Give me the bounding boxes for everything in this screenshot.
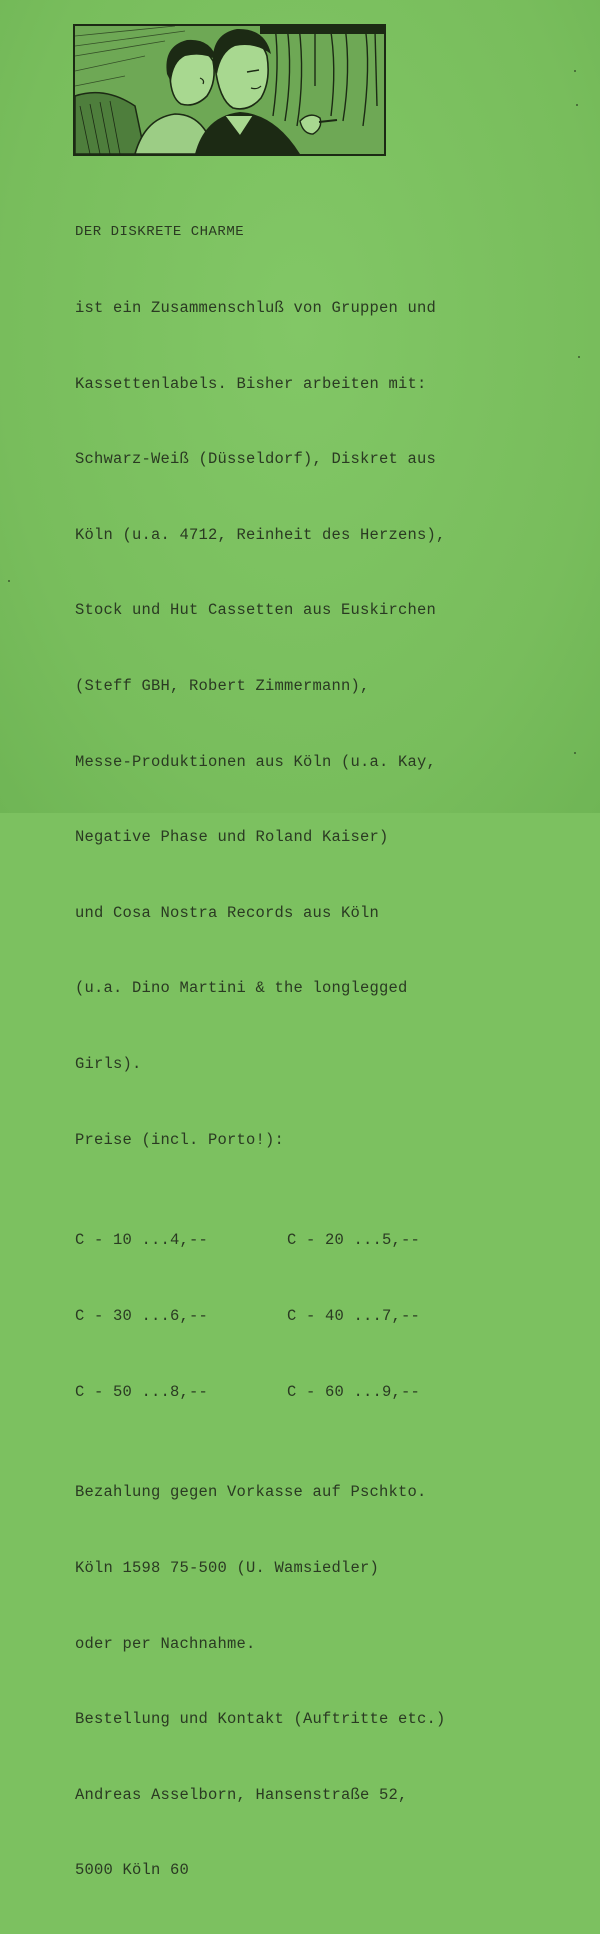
text-line: (Steff GBH, Robert Zimmermann), bbox=[75, 676, 370, 695]
text-line: Schwarz-Weiß (Düsseldorf), Diskret aus bbox=[75, 450, 437, 469]
paper-speck bbox=[8, 580, 10, 582]
price-cell: C - 50 ...8,-- bbox=[75, 1382, 209, 1401]
paper-speck bbox=[574, 70, 576, 72]
contact-line: Bestellung und Kontakt (Auftritte etc.) bbox=[75, 1710, 446, 1729]
paper-speck bbox=[576, 104, 578, 106]
text-line: Köln (u.a. 4712, Reinheit des Herzens), bbox=[75, 525, 446, 544]
price-row bbox=[75, 1380, 585, 1405]
text-line: und Cosa Nostra Records aus Köln bbox=[75, 903, 380, 922]
account-line: Köln 1598 75-500 (U. Wamsiedler) bbox=[75, 1558, 380, 1577]
price-cell: C - 30 ...6,-- bbox=[75, 1306, 209, 1325]
paper-speck bbox=[578, 356, 580, 358]
prices-heading: Preise (incl. Porto!): bbox=[75, 1130, 285, 1149]
price-cell: C - 60 ...9,-- bbox=[287, 1382, 421, 1401]
price-row bbox=[75, 1228, 585, 1253]
document-title: DER DISKRETE CHARME bbox=[75, 224, 245, 241]
comic-drawing bbox=[75, 26, 384, 154]
price-cell: C - 10 ...4,-- bbox=[75, 1231, 209, 1250]
text-line: oder per Nachnahme. bbox=[75, 1634, 256, 1653]
payment-line: Bezahlung gegen Vorkasse auf Pschkto. bbox=[75, 1483, 427, 1502]
text-line: Messe-Produktionen aus Köln (u.a. Kay, bbox=[75, 752, 437, 771]
text-line: (u.a. Dino Martini & the longlegged bbox=[75, 979, 408, 998]
paper-speck bbox=[574, 752, 576, 754]
price-row bbox=[75, 1304, 585, 1329]
address-line: Andreas Asselborn, Hansenstraße 52, bbox=[75, 1785, 408, 1804]
text-line: ist ein Zusammenschluß von Gruppen und bbox=[75, 299, 437, 317]
text-line: Kassettenlabels. Bisher arbeiten mit: bbox=[75, 374, 427, 393]
comic-illustration bbox=[73, 24, 386, 156]
price-cell: C - 40 ...7,-- bbox=[287, 1306, 421, 1325]
address-line: 5000 Köln 60 bbox=[75, 1861, 190, 1880]
document-text bbox=[75, 170, 585, 1934]
text-line: Stock und Hut Cassetten aus Euskirchen bbox=[75, 601, 437, 620]
text-line: Girls). bbox=[75, 1054, 142, 1073]
price-cell: C - 20 ...5,-- bbox=[287, 1231, 421, 1250]
text-line: Negative Phase und Roland Kaiser) bbox=[75, 828, 389, 847]
